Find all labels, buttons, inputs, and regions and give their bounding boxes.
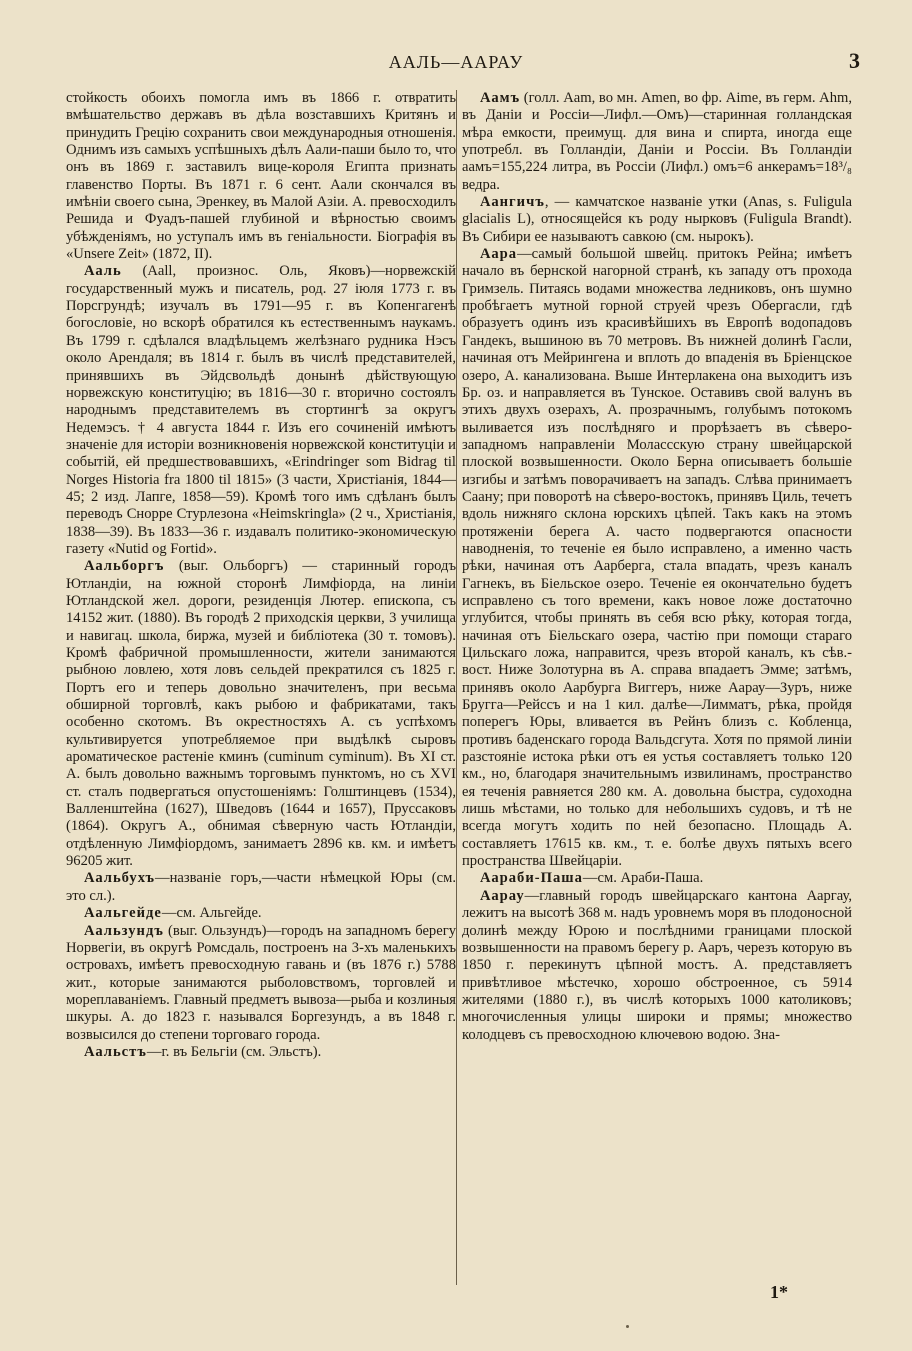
entry-text: (голл. Aam, во мн. Amen, во фр. Aime, въ герм. Ahm, въ Даніи и Россіи—Лифл.—Омъ)—старинная голландская мѣра емкости, преимущ. для вина и спирта, иногда еще употребл. въ Голландіи, Даніи и Россіи. Въ Голландіи аамъ=155,224 литра, въ Россіи (Лифл.) омъ=6 анкерамъ=18³/₈ ведра. <box>462 90 852 193</box>
entry-text: —главный городъ швейцарскаго кантона Ааргау, лежитъ на высотѣ 368 м. надъ уровнемъ моря въ плодоносной долинѣ между Юрою и послѣдними границами плоской возвышенности на правомъ берегу р. Ааръ, черезъ которую въ 1850 г. перекинутъ цѣпной мостъ. А. представляетъ привѣтливое мѣстечко, хорошо обстроенное, съ 5914 жителями (1880 г.), въ числѣ которыхъ 1000 католиковъ; многочисленныя улицы широки и прямы; множество колодцевъ съ превосходною ключевою водою. Зна- <box>462 887 852 1043</box>
entry-text: —самый большой швейц. притокъ Рейна; имѣетъ начало въ бернской нагорной странѣ, къ западу отъ прохода Гримзель. Питаясь водами множества ледниковъ, онъ шумно пробѣгаетъ мутной горной струей чрезъ Обергасли, гдѣ образуетъ одинъ изъ красивѣйшихъ въ Европѣ водопадовъ Гандекъ, вышиною въ 70 метровъ. Въ нижней долинѣ Гасли, начиная отъ Мейрингена и вплоть до впаденія въ Бріенцское озеро, А. канализована. Выше Интерлакена она выходитъ изъ Бр. оз. и направляется въ Тунское. Оставивъ свой валунъ въ этихъ двухъ озерахъ, А. прозрачнымъ, голубымъ потокомъ выливается изъ послѣдняго и прорѣзаетъ въ сѣверо-западномъ направленіи Молассскую страну швейцарской плоской возвышенности. Около Берна описываетъ большіе изгибы и затѣмъ поворачиваетъ на западъ. Слѣва принимаетъ Саану; при поворотѣ на сѣверо-востокъ, принявъ Циль, течетъ вдоль нижняго склона юрскихъ цѣпей. Такъ какъ на этомъ протяженіи берега А. часто подвергаются опасности наводненія, то теченіе ея было исправлено, а именно часть рѣки, начиная отъ Аарберга, стала впадать, чрезъ каналъ Гагнекъ, въ Біельское озеро. Теченіе ея окончательно будетъ исправлено съ того времени, какъ новое ложе достаточно углубится, чтобы принять въ себя всю рѣку, которая тогда, начиная отъ Біельскаго озера, частію при помощи стараго Цильскаго ложа, направится, чрезъ второй каналъ, къ сѣв.-вост. Ниже Золотурна въ А. справа впадаетъ Эмме; затѣмъ, принявъ около Аарбурга Виггеръ, ниже Аарау—Зуръ, ниже Бругга—Рейссъ и на 1 кил. далѣе—Лимматъ, рѣка, пройдя поперегъ Юры, вливается въ Рейнъ близъ с. Кобленца, противъ баденскаго города Вальдсгута. Хотя по прямой линіи разстояніе истока рѣки отъ ея устья составляетъ только 120 км., но, благодаря значительнымъ извилинамъ, пространство ея теченія равняется 280 км. А. довольна быстра, судоходна лишь мѣстами, но только для небольшихъ судовъ, и тѣ не всегда могутъ ходить по ней безопасно. Площадь А. составляетъ 17615 кв. км., т. е. болѣе двухъ пятыхъ всего пространства Швейцаріи. <box>462 246 852 870</box>
entry-aalesund <box>66 923 456 1044</box>
entry-headword: Аальзундъ <box>84 922 164 939</box>
entry-text: —названіе горъ,—части нѣмецкой Юры (см. это сл.). <box>66 870 456 904</box>
entry-aal <box>66 263 456 558</box>
entry-aalheide <box>66 905 456 922</box>
entry-headword: Аарау <box>480 887 525 904</box>
entry-text: стойкость обоихъ помогла имъ въ 1866 г. отвратить вмѣшательство державъ въ дѣла возставшихъ Критянъ и принудить Грецію сохранить свои международныя отношенія. Однимъ изъ самыхъ успѣшныхъ дѣлъ Аали-паши было то, что онъ въ 1869 г. заставилъ вице-короля Египта признать главенство Порты. Въ 1871 г. 6 сент. Аали скончался въ имѣніи своего сына, Эренкеу, въ Малой Азіи. А. превосходилъ Решида и Фуадъ-пашей глубиной и вѣрностью своимъ убѣжденіямъ, но уступалъ имъ въ геніальности. Біографія въ «Unsere Zeit» (1872, II). <box>66 90 456 263</box>
page-number: 3 <box>849 48 860 73</box>
entry-text: , — камчатское названіе утки (Anas, s. Fuligula glacialis L), относящейся къ роду нырковъ (Fuligula Brandt). Въ Сибири ее называютъ савкою (см. нырокъ). <box>462 194 852 245</box>
entry-aarabi-pasha <box>462 870 852 887</box>
entry-text: —г. въ Бельгіи (см. Эльстъ). <box>146 1043 322 1060</box>
entry-headword: Аараби-Паша <box>480 870 583 887</box>
entry-headword: Аара <box>480 246 518 263</box>
entry-aam <box>462 90 852 194</box>
entry-aara <box>462 246 852 870</box>
column-divider <box>456 90 457 1285</box>
left-column <box>66 90 456 1061</box>
entry-headword: Аальбухъ <box>84 870 155 887</box>
entry-text: —см. Альгейде. <box>161 905 262 922</box>
entry-headword: Аангичъ <box>480 194 545 211</box>
entry-aarau <box>462 888 852 1044</box>
entry-text: —см. Араби-Паша. <box>582 870 704 887</box>
entry-headword: Аамъ <box>480 90 521 106</box>
entry-aalborg <box>66 558 456 870</box>
entry-headword: Аальгейде <box>84 905 162 922</box>
entry-headword: Ааль <box>84 263 122 280</box>
entry-aalbuch <box>66 870 456 905</box>
running-head: ААЛЬ—ААРАУ <box>388 52 524 72</box>
page-speck <box>626 1325 629 1328</box>
right-column <box>462 90 852 1044</box>
entry-text: (выг. Ользундъ)—городъ на западномъ берегу Норвегіи, въ округѣ Ромсдаль, построенъ на 3-хъ маленькихъ островахъ, имѣетъ превосходную гавань и (въ 1876 г.) 5788 жит., которые занимаются рыболовствомъ, торговлей и мореплаваніемъ. Главный предметъ вывоза—рыба и козлиныя шкуры. А. до 1823 г. назывался Боргезундъ, а въ 1848 г. возвысился до степени торговаго города. <box>66 922 456 1043</box>
entry-headword: Аальстъ <box>84 1043 147 1060</box>
entry-headword: Аальборгъ <box>84 558 165 575</box>
entry-text: (Aall, произнос. Оль, Яковъ)—норвежскій государственный мужъ и писатель, род. 27 іюля 1773 г. въ Порсгрундѣ; изучалъ въ 1791—95 г. въ Копенгагенѣ богословіе, но вскорѣ обратился къ естественнымъ наукамъ. Въ 1799 г. сдѣлался владѣльцемъ желѣзнаго рудника Нэсъ около Арендаля; въ 1814 г. былъ въ числѣ представителей, принявшихъ въ Эйдсвольдѣ донынѣ дѣйствующую норвежскую конституцію; въ 1816—30 г. вторично состоялъ народнымъ представителемъ въ стортингѣ за округъ Недемэсъ. † 4 августа 1844 г. Изъ его сочиненій имѣютъ значеніе для исторіи возникновенія норвежской конституціи и событій, ей предшествовавшихъ, «Erindringer som Bidrag til Norges Historia fra 1800 til 1815» (3 части, Христіанія, 1844—45; 2 изд. Лапге, 1858—59). Кромѣ того имъ сдѣланъ былъ переводъ Снорре Стурлезона «Heimskringla» (2 ч., Христіанія, 1838—39). Въ 1833—36 г. издавалъ политико-экономическую газету «Nutid og Fortid». <box>66 263 456 557</box>
entry-text: (выг. Ольборгъ) — старинный городъ Ютландіи, на южной сторонѣ Лимфіорда, на линіи Ютландской жел. дороги, резиденція Лютер. епископа, съ 14152 жит. (1880). Въ городѣ 2 приходскія церкви, 3 училища и навигац. школа, биржа, музей и библіотека (30 т. томовъ). Кромѣ фабричной промышленности, жители занимаются рыбною ловлею, хотя ловъ сельдей прекратился съ 1825 г. Портъ его и теперь довольно значителенъ, при весьма обширной торговлѣ, какъ рыбою и фабрикатами, такъ особенно скотомъ. Въ окрестностяхъ А. съ успѣхомъ культивируется употребляемое при выдѣлкѣ сыровъ ароматическое растеніе кминъ (cuminum cyminum). Въ XI ст. А. былъ довольно важнымъ торговымъ пунктомъ, но съ XVI ст. сталъ подвергаться опустошеніямъ: Голштинцевъ (1534), Валленштейна (1627), Шведовъ (1644 и 1657), Пруссаковъ (1864). Округъ А., обнимая сѣверную часть Ютландіи, отдѣленную Лимфіордомъ, занимаетъ 2896 кв. км. и имѣетъ 96205 жит. <box>66 558 456 870</box>
printer-signature: 1* <box>770 1282 788 1302</box>
entry-aangich <box>462 194 852 246</box>
entry-continuation <box>66 90 456 263</box>
entry-aalst <box>66 1044 456 1061</box>
